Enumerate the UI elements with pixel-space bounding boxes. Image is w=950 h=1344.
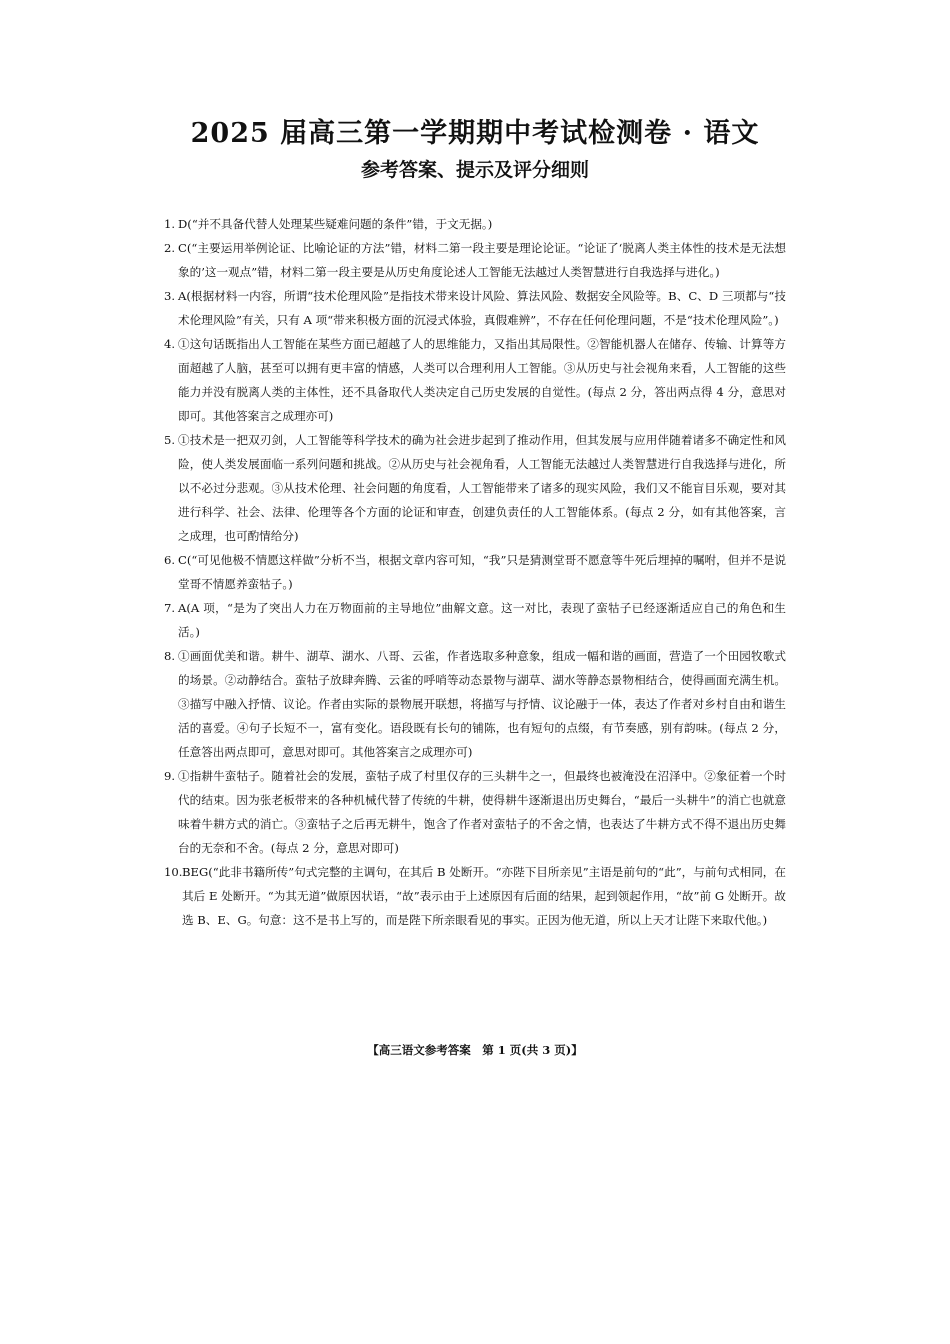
answer-number: 4. — [164, 337, 176, 351]
answer-item-9 — [164, 764, 786, 860]
answer-text: ①画面优美和谐。耕牛、湖草、湖水、八哥、云雀，作者选取多种意象，组成一幅和谐的画面，营造了一个田园牧歌式的场景。②动静结合。蛮牯子放肆奔腾、云雀的呼哨等动态景物与湖草、湖水等静态景物相结合，使得画面充满生机。③描写中融入抒情、议论。作者由实际的景物展开联想，将描写与抒情、议论融于一体，表达了作者对乡村自由和谐生活的喜爱。④句子长短不一，富有变化。语段既有长句的铺陈，也有短句的点缀，有节奏感，别有韵味。(每点 2 分，任意答出两点即可，意思对即可。其他答案言之成理亦可) — [178, 649, 786, 759]
answer-item-2 — [164, 236, 786, 284]
answer-item-10 — [164, 860, 786, 932]
answer-item-1 — [164, 212, 786, 236]
answer-number: 7. — [164, 601, 176, 615]
answer-item-3 — [164, 284, 786, 332]
answer-list — [164, 212, 786, 932]
answer-text: A(根据材料一内容，所谓“技术伦理风险”是指技术带来设计风险、算法风险、数据安全风险等。B、C、D 三项都与“技术伦理风险”有关，只有 A 项“带来积极方面的沉浸式体验，真假难辨”，不存在任何伦理问题，不是“技术伦理风险”。) — [178, 289, 786, 327]
answer-number: 3. — [164, 289, 176, 303]
answer-text: ①指耕牛蛮牯子。随着社会的发展，蛮牯子成了村里仅存的三头耕牛之一，但最终也被淹没在沼泽中。②象征着一个时代的结束。因为张老板带来的各种机械代替了传统的牛耕，使得耕牛逐渐退出历史舞台，“最后一头耕牛”的消亡也就意味着牛耕方式的消亡。③蛮牯子之后再无耕牛，饱含了作者对蛮牯子的不舍之情，也表达了牛耕方式不得不退出历史舞台的无奈和不舍。(每点 2 分，意思对即可) — [178, 769, 786, 855]
document-subtitle: 参考答案、提示及评分细则 — [360, 159, 589, 181]
answer-text: BEG(“此非书籍所传”句式完整的主调句，在其后 B 处断开。“亦陛下目所亲见”主语是前句的“此”，与前句式相同，在其后 E 处断开。“为其无道”做原因状语，“故”表示由于上述原因有后面的结果，起到领起作用，“故”前 G 处断开。故选 B、E、G。句意：这不是书上写的，而是陛下所亲眼看见的事实。正因为他无道，所以上天才让陛下来取代他。) — [182, 865, 786, 927]
answer-item-8 — [164, 644, 786, 764]
answer-item-4 — [164, 332, 786, 428]
answer-text: C(“主要运用举例论证、比喻论证的方法”错，材料二第一段主要是理论论证。“论证了‘脱离人类主体性的技术是无法想象的’这一观点”错，材料二第一段主要是从历史角度论述人工智能无法越过人类智慧进行自我选择与进化。) — [178, 241, 786, 279]
answer-text: A(A 项，“是为了突出人力在万物面前的主导地位”曲解文意。这一对比，表现了蛮牯子已经逐渐适应自己的角色和生活。) — [178, 601, 786, 639]
answer-text: D(“并不具备代替人处理某些疑难问题的条件”错，于文无据。) — [178, 217, 493, 231]
answer-text: ①这句话既指出人工智能在某些方面已超越了人的思维能力，又指出其局限性。②智能机器人在储存、传输、计算等方面超越了人脑，甚至可以拥有更丰富的情感，人类可以合理利用人工智能。③从历史与社会视角来看，人工智能的这些能力并没有脱离人类的主体性，还不具备取代人类决定自己历史发展的自觉性。(每点 2 分，答出两点得 4 分，意思对即可。其他答案言之成理亦可) — [178, 337, 786, 423]
answer-number: 10. — [164, 865, 183, 879]
answer-item-5 — [164, 428, 786, 548]
answer-number: 6. — [164, 553, 176, 567]
answer-number: 8. — [164, 649, 176, 663]
answer-text: C(“可见他极不情愿这样做”分析不当，根据文章内容可知，“我”只是猜测堂哥不愿意等牛死后埋掉的嘱咐，但并不是说堂哥不情愿养蛮牯子。) — [178, 553, 786, 591]
answer-item-6 — [164, 548, 786, 596]
page-footer: 【高三语文参考答案 第 1 页(共 3 页)】 — [367, 1043, 583, 1057]
answer-number: 5. — [164, 433, 176, 447]
answer-number: 2. — [164, 241, 176, 255]
document-title: 2025 届高三第一学期期中考试检测卷 · 语文 — [190, 118, 760, 149]
answer-text: ①技术是一把双刃剑，人工智能等科学技术的确为社会进步起到了推动作用，但其发展与应用伴随着诸多不确定性和风险，使人类发展面临一系列问题和挑战。②从历史与社会视角看，人工智能无法越过人类智慧进行自我选择与进化，所以不必过分悲观。③从技术伦理、社会问题的角度看，人工智能带来了诸多的现实风险，我们又不能盲目乐观，要对其进行科学、社会、法律、伦理等各个方面的论证和审查，创建负责任的人工智能体系。(每点 2 分，如有其他答案，言之成理，也可酌情给分) — [178, 433, 786, 543]
answer-number: 1. — [164, 217, 176, 231]
answer-item-7 — [164, 596, 786, 644]
answer-number: 9. — [164, 769, 176, 783]
